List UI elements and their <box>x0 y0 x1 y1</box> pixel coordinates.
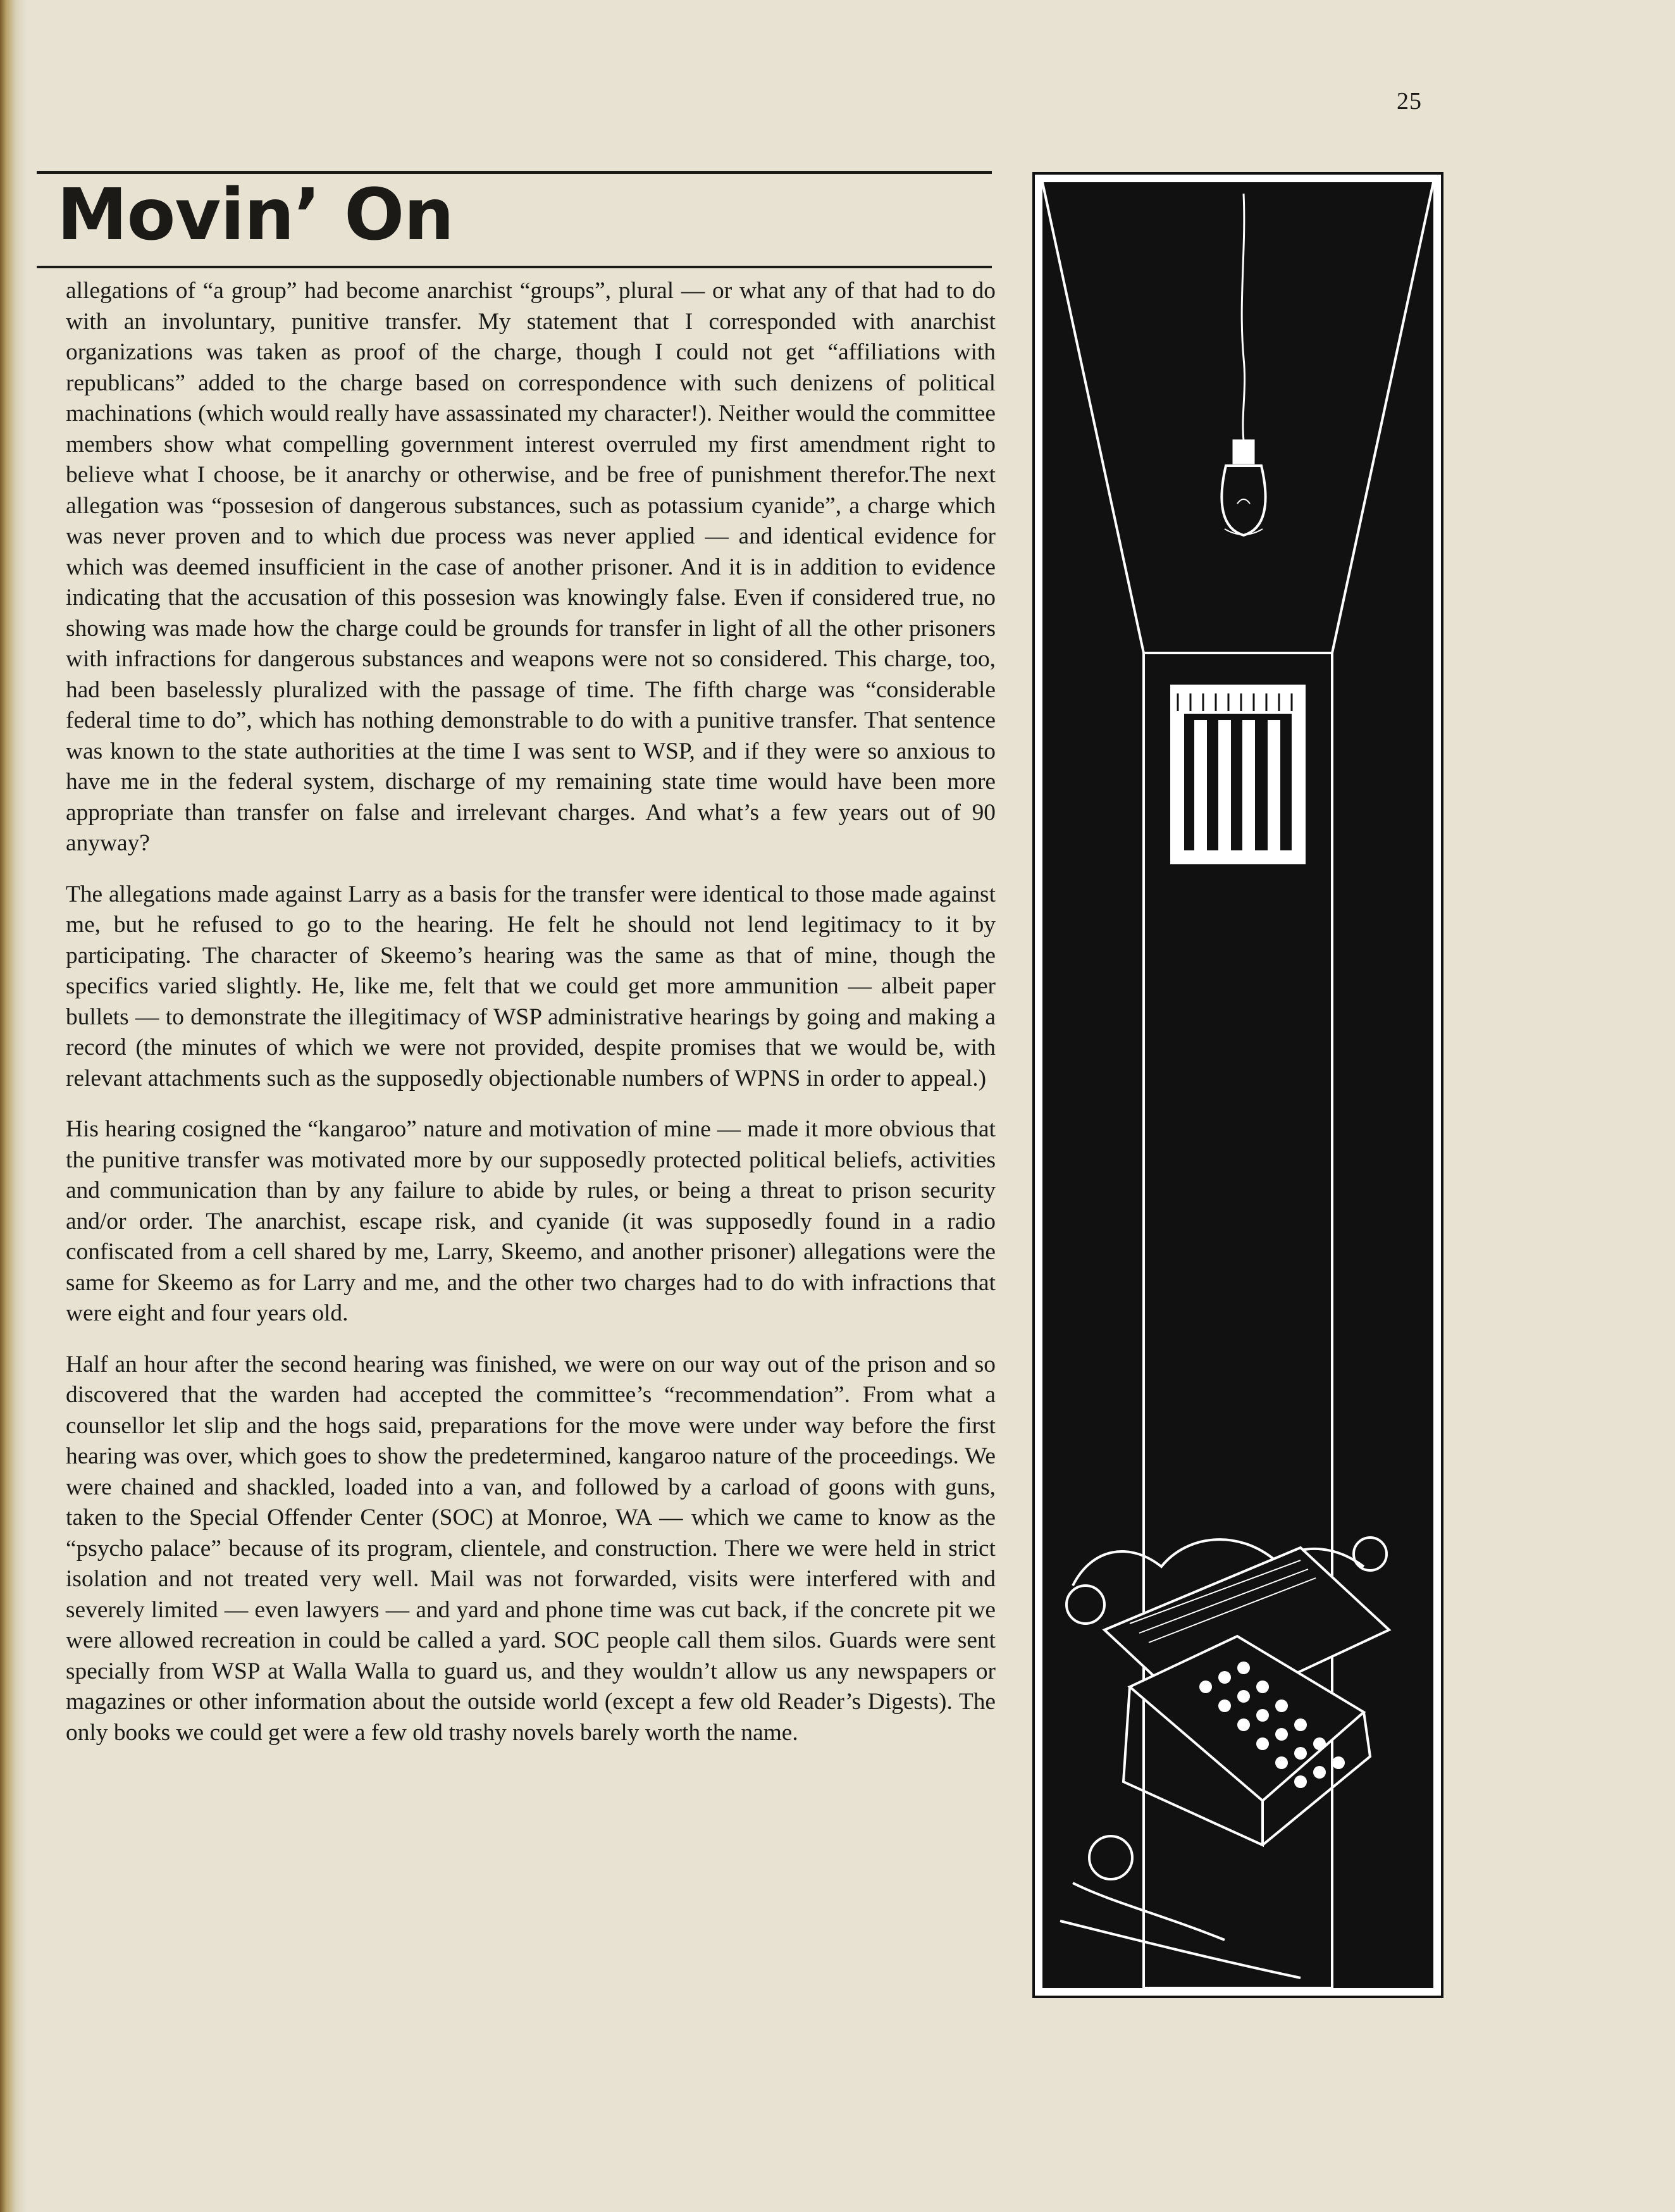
article-title: Movin’ On <box>57 174 454 256</box>
barred-window-icon <box>1171 686 1304 863</box>
illustration-panel <box>1032 172 1443 1998</box>
book-spine-edge <box>0 0 27 2212</box>
cell-illustration <box>1035 175 1441 1996</box>
paragraph: His hearing cosigned the “kangaroo” nature and motivation of mine — made it more obvious that the punitive transfer was motivated more by our supposedly protected political beliefs, activities and communication than by any failure to abide by rules, or being a threat to prison security and/or order. The anarchist, escape risk, and cyanide (it was supposedly found in a radio confiscated from a cell shared by me, Larry, Skeemo, and another prisoner) allegations were the same for Skeemo as for Larry and me, and the other two charges had to do with infractions that were eight and four years old. <box>66 1116 996 1326</box>
paragraph: The allegations made against Larry as a basis for the transfer were identical to those made against me, but he refused to go to the hearing. He felt he should not lend legitimacy to it by participating. The character of Skeemo’s hearing was the same as that of mine, though the specifics varied slightly. He, like me, felt that we could get more ammunition — albeit paper bullets — to demonstrate the illegitimacy of WSP administrative hearings by going and making a record (the minutes of which we were not provided, despite promises that we would be, with relevant attachments such as the supposedly objectionable numbers of WPNS in order to appeal.) <box>66 881 996 1091</box>
paragraph: allegations of “a group” had become anarchist “groups”, plural — or what any of that had to do with an involuntary, punitive transfer. My statement that I corresponded with anarchist organizations was taken as proof of the charge, though I could not get “affiliations with republicans” added to the charge based on correspondence with such denizens of political machinations (which would really have assassinated my character!). Neither would the committee members show what compelling government interest overruled my first amendment right to believe what I choose, be it anarchy or otherwise, and be free of punishment therefor.The next allegation was “possesion of dangerous substances, such as potassium cyanide”, a charge which was never proven and to which due process was never applied — and identical evidence for which was deemed insufficient in the case of another prisoner. And it is in addition to evidence indicating that the accusation of this possesion was knowingly false. Even if considered true, no showing was made how the charge could be grounds for transfer in light of all the other prisoners with infractions for dangerous substances and weapons were not so considered. This charge, too, had been baselessly pluralized with the passage of time. The fifth charge was “considerable federal time to do”, which has nothing demonstrable to do with a punitive transfer. That sentence was known to the state authorities at the time I was sent to WSP, and if they were so anxious to have me in the federal system, discharge of my remaining state time would have been more appropriate than transfer on false and irrelevant charges. And what’s a few years out of 90 anyway? <box>66 278 996 856</box>
page-number: 25 <box>1397 88 1422 115</box>
article-body <box>66 276 996 1768</box>
title-rule-bottom <box>37 266 992 268</box>
paragraph: Half an hour after the second hearing was finished, we were on our way out of the prison and so discovered that the warden had accepted the committee’s “recommendation”. From what a counsellor let slip and the hogs said, preparations for the move were under way before the first hearing was over, which goes to show the predetermined, kangaroo nature of the proceedings. We were chained and shackled, loaded into a van, and followed by a carload of goons with guns, taken to the Special Offender Center (SOC) at Monroe, WA — which we came to know as the “psycho palace” because of its program, clientele, and construction. There we were held in strict isolation and not treated very well. Mail was not forwarded, visits were interfered with and severely limited — even lawyers — and yard and phone time was cut back, if the concrete pit we were allowed recreation in could be called a yard. SOC people call them silos. Guards were sent specially from WSP at Walla Walla to guard us, and they wouldn’t allow us any newspapers or magazines or other information about the outside world (except a few old Reader’s Digests). The only books we could get were a few old trashy novels barely worth the name. <box>66 1351 996 1746</box>
